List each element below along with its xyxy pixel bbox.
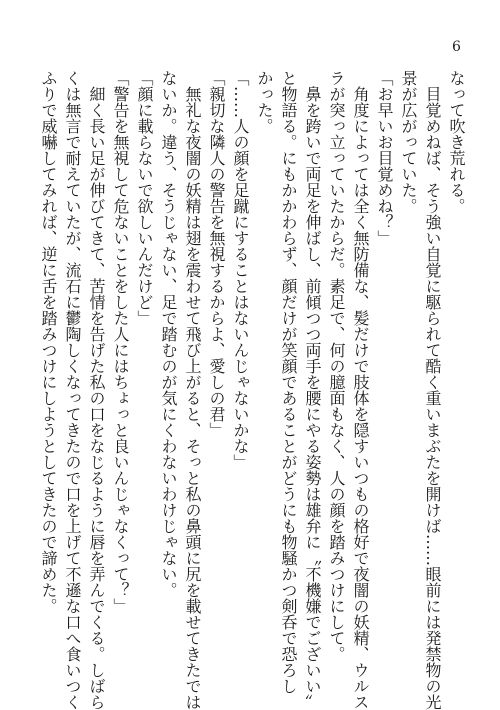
text-line: 景が広がっていた。 (399, 70, 418, 214)
text-line: くは無言で耐えていたが、流石に鬱陶しくなってきたので口を上げて不遜な口へ食いつく (63, 70, 82, 710)
text-line: 「親切な隣人の警告を無視するからよ、愛しの君」 (207, 70, 226, 438)
text-line: 無礼な夜闇の妖精は翅を震わせて飛び上がると、そっと私の鼻頭に尻を載せてきたでは (183, 86, 202, 710)
body-text (39, 70, 468, 710)
text-line: なって吹き荒れる。 (447, 70, 466, 214)
text-line: 「顔に載らないで欲しいんだけど」 (135, 70, 154, 326)
text-line: と物語る。にもかかわらず、顔だけが笑顔であることがどうにも物騒かつ剣呑で恐ろし (279, 70, 298, 694)
text-line: 「……人の顔を足蹴にすることはないんじゃないかな」 (231, 70, 250, 470)
text-line: 角度によっては全く無防備な、髪だけで肢体を隠すいつもの格好で夜闇の妖精、ウルス (351, 86, 370, 710)
text-line: ふりで威嚇してみれば、逆に舌を踏みつけにしようとしてきたので諦めた。 (39, 70, 58, 614)
text-line: かった。 (255, 70, 274, 134)
text-line: 鼻を跨いで両足を伸ばし、前傾つつ両手を腰にやる姿勢は雄弁に〝不機嫌でございい〟 (303, 86, 322, 710)
text-line: 「警告を無視して危ないことをした人にはちょっと良いんじゃなくって？」 (111, 70, 130, 614)
text-line: 目覚めねば、そう強い自覚に駆られて酷く重いまぶたを開けば……眼前には発禁物の光 (423, 86, 442, 710)
text-line: 「お早いお目覚めね？」 (375, 70, 394, 246)
page-number: 6 (452, 39, 461, 55)
text-line: 細く長い足が伸びてきて、苦情を告げた私の口をなじるように唇を弄んでくる。しばら (87, 86, 106, 710)
text-line: ないか。違う、そうじゃない、足で踏むのが気にくわないわけじゃない。 (159, 70, 178, 598)
text-line: ラが突っ立っていたからだ。素足で、何の臆面もなく、人の顔を踏みつけにして。 (327, 70, 346, 662)
